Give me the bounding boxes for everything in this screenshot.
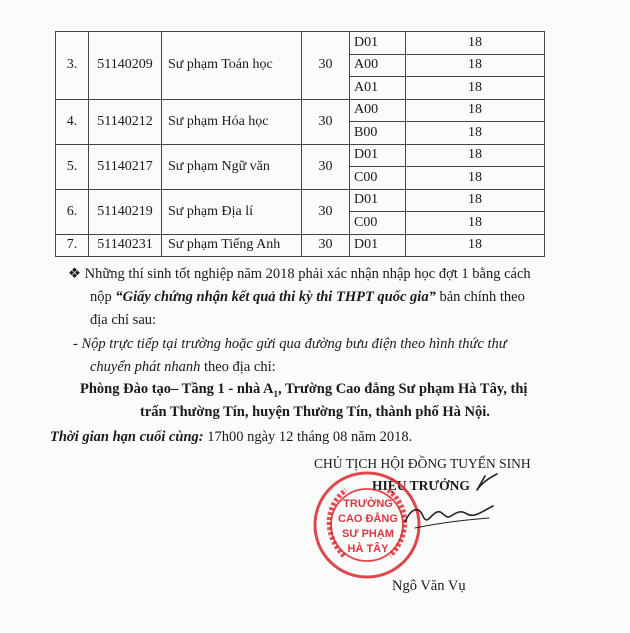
stamp-line: TRƯỜNG — [343, 498, 393, 510]
block-cell: A00 — [350, 99, 406, 122]
major-code-cell: 51140219 — [89, 189, 162, 234]
signer-title-2: HIỆU TRƯỞNG — [372, 478, 470, 493]
note-line-1: ❖ Những thí sinh tốt nghiệp năm 2018 phải xác nhận nhập học đợt 1 bằng cách — [68, 266, 531, 282]
major-code-cell: 51140231 — [89, 234, 162, 257]
table-row — [56, 189, 545, 212]
block-cell: D01 — [350, 234, 406, 257]
major-name-cell: Sư phạm Ngữ văn — [162, 144, 302, 189]
major-code-cell: 51140212 — [89, 99, 162, 144]
table-row — [56, 99, 545, 122]
stt-cell: 4. — [56, 99, 89, 144]
block-cell: A00 — [350, 54, 406, 77]
deadline: Thời gian hạn cuối cùng: 17h00 ngày 12 tháng 08 năm 2018. — [50, 429, 413, 445]
major-code-cell: 51140217 — [89, 144, 162, 189]
block-cell: A01 — [350, 77, 406, 100]
score-cell: 18 — [406, 212, 545, 235]
table-row — [56, 234, 545, 257]
stt-cell: 7. — [56, 234, 89, 257]
certificate-name: “Giấy chứng nhận kết quả thi kỳ thi THPT quốc gia” — [115, 289, 436, 305]
table-row — [56, 32, 545, 55]
table-row — [56, 144, 545, 167]
stt-cell: 5. — [56, 144, 89, 189]
score-cell: 18 — [406, 32, 545, 55]
score-cell: 18 — [406, 144, 545, 167]
major-code-cell: 51140209 — [89, 32, 162, 100]
score-cell: 18 — [406, 189, 545, 212]
note-line-5: chuyển phát nhanh theo địa chỉ: — [90, 359, 276, 375]
block-cell: C00 — [350, 167, 406, 190]
block-cell: B00 — [350, 122, 406, 145]
block-cell: D01 — [350, 144, 406, 167]
stamp-line: HÀ TÂY — [347, 543, 389, 555]
score-cell: 18 — [406, 99, 545, 122]
stt-cell: 3. — [56, 32, 89, 100]
quota-table — [55, 31, 545, 257]
major-name-cell: Sư phạm Tiếng Anh — [162, 234, 302, 257]
quota-cell: 30 — [302, 234, 350, 257]
score-cell: 18 — [406, 234, 545, 257]
block-cell: D01 — [350, 32, 406, 55]
bullet-icon: ❖ — [68, 266, 81, 282]
block-cell: C00 — [350, 212, 406, 235]
stt-cell: 6. — [56, 189, 89, 234]
major-name-cell: Sư phạm Hóa học — [162, 99, 302, 144]
stamp-line: CAO ĐẲNG — [338, 513, 398, 525]
major-name-cell: Sư phạm Toán học — [162, 32, 302, 100]
quota-cell: 30 — [302, 144, 350, 189]
block-cell: D01 — [350, 189, 406, 212]
address-line-2: trấn Thường Tín, huyện Thường Tín, thành phố Hà Nội. — [140, 404, 490, 420]
score-cell: 18 — [406, 77, 545, 100]
address-line-1: Phòng Đào tạo– Tầng 1 - nhà $A_1$, Trường Cao đẳng Sư phạm Hà Tây, thị — [80, 381, 528, 399]
score-cell: 18 — [406, 122, 545, 145]
handwritten-signature — [385, 470, 505, 580]
score-cell: 18 — [406, 54, 545, 77]
note-line-4: - Nộp trực tiếp tại trường hoặc gửi qua đường bưu điện theo hình thức thư — [73, 336, 507, 352]
note-line-3: địa chỉ sau: — [90, 312, 157, 328]
signer-title-1: CHỦ TỊCH HỘI ĐỒNG TUYỂN SINH — [314, 456, 531, 471]
signer-name: Ngô Văn Vụ — [392, 578, 466, 594]
note-line-2: nộp “Giấy chứng nhận kết quả thi kỳ thi THPT quốc gia” bản chính theo — [90, 289, 525, 305]
major-name-cell: Sư phạm Địa lí — [162, 189, 302, 234]
quota-cell: 30 — [302, 99, 350, 144]
quota-cell: 30 — [302, 32, 350, 100]
score-cell: 18 — [406, 167, 545, 190]
stamp-line: SƯ PHẠM — [342, 528, 394, 540]
quota-cell: 30 — [302, 189, 350, 234]
